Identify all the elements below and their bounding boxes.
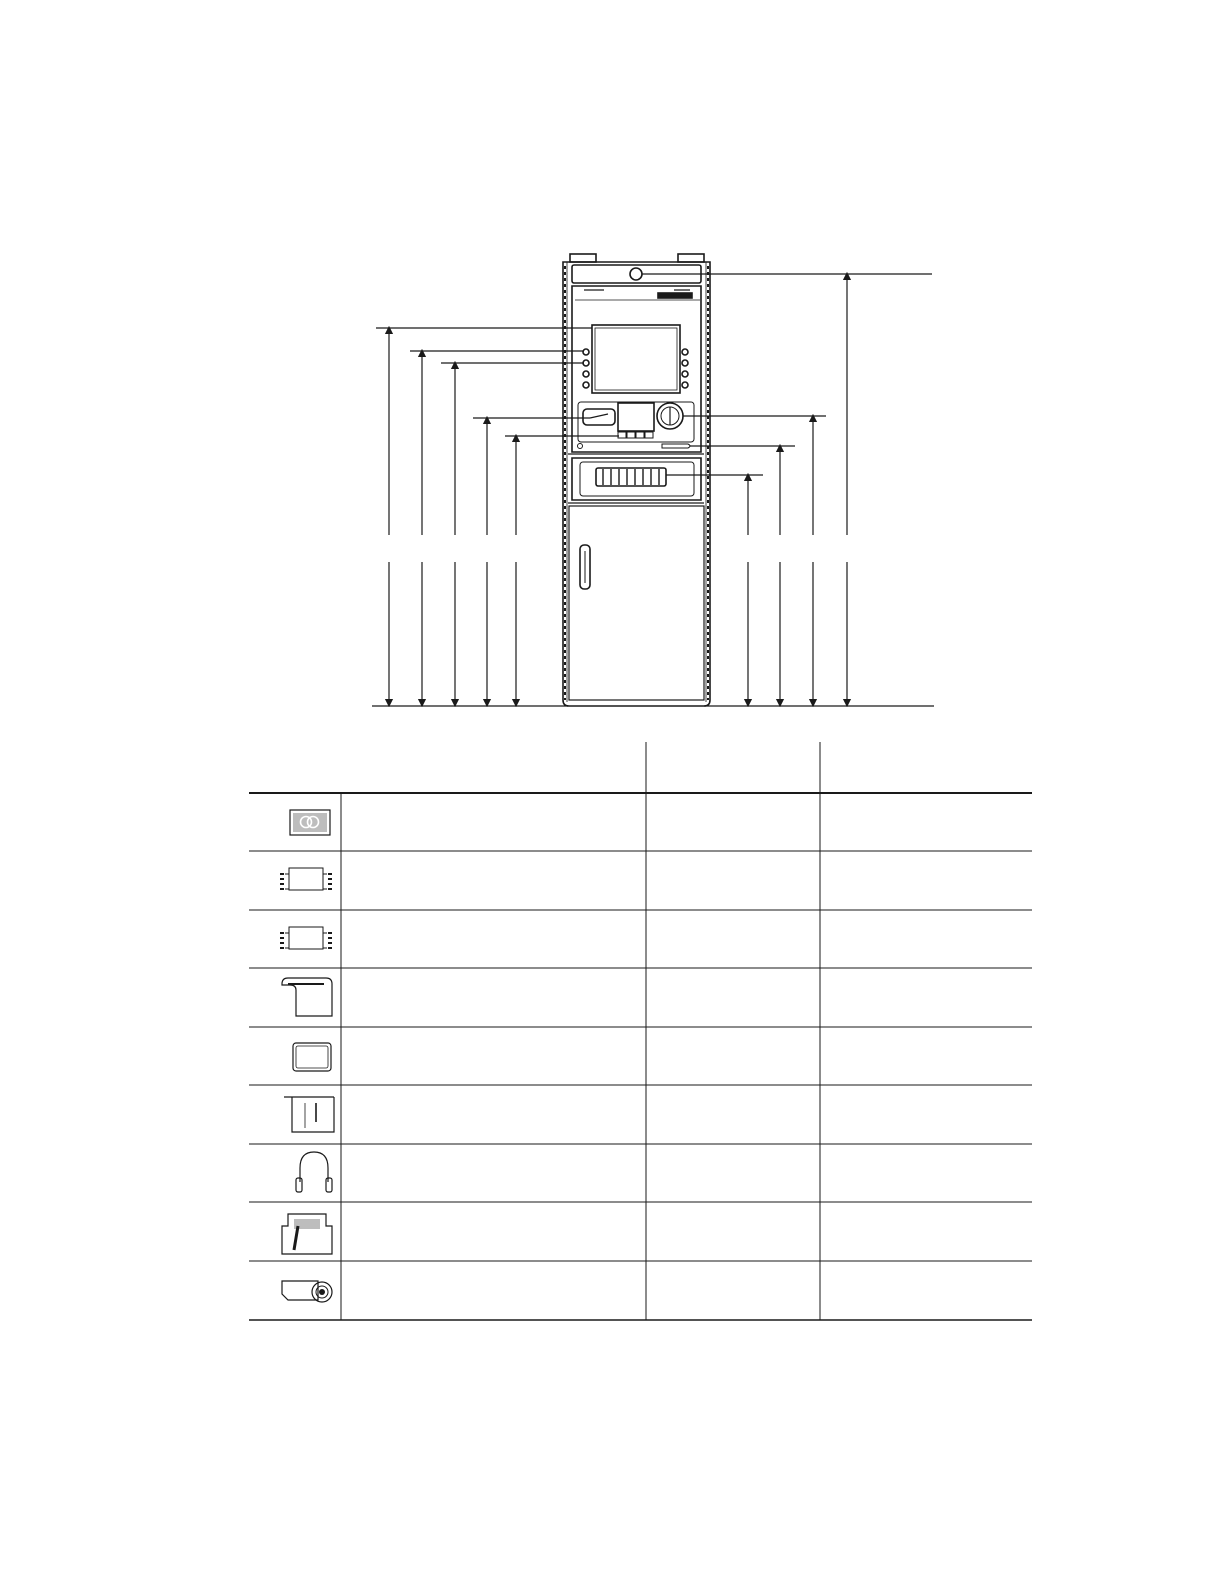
screen-function-keys-right-icon	[280, 927, 332, 949]
receipt-printer-icon	[282, 978, 332, 1016]
camera-icon	[282, 1281, 332, 1302]
dimension-lines	[372, 274, 934, 706]
cash-dispenser-icon	[284, 1097, 334, 1132]
screen-function-keys-left-icon	[280, 868, 332, 890]
atm-body	[563, 254, 710, 706]
card-reader-icon	[282, 1214, 332, 1254]
component-table	[249, 742, 1032, 1320]
display-screen-icon	[293, 1043, 331, 1071]
headphones-icon	[296, 1152, 332, 1192]
wireless-link-icon	[290, 810, 330, 835]
function-keys	[583, 349, 688, 388]
